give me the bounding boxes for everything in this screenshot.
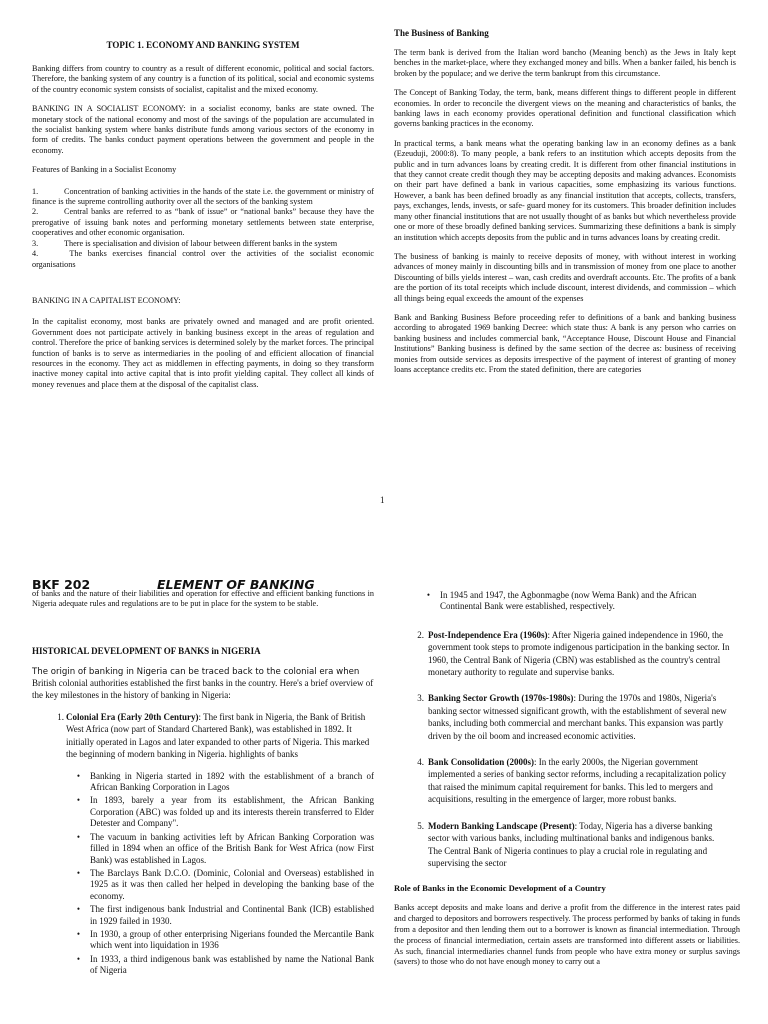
practical-paragraph: In practical terms, a bank means what the operating banking law in an economy defines as a bank (Ezeuduji, 2000:8). To many people, a bank refers to an institution which accepts deposits from the public and in turn advances loans by creating credit. It is different from other financial institutions in that they cannot create credit though they may be accepting deposits and making advances. Economists on their part have defined a bank in various capacities, some emphasizing its various functions. However, a bank has been defined broadly as any financial institution that accepts, collects, transfers, pays, exchanges, lends, invests, or safe- guard money for its customers. This broader definition includes many other financial institutions that are not usually thought of as banks but which nevertheless provide one or more of these broadly defined banking services. Summarizing these definitions a bank is simply an institution which accepts deposits from the public and in turns advances loans by creating credit. (394, 138, 736, 242)
list-item: • The vacuum in banking activities left by African Banking Corporation was filled in 1894 when an office of the British Bank for West Africa (now First Bank) was established in Lagos. (76, 831, 374, 865)
history-bullets (32, 771, 374, 977)
feature-item: 3. There is specialisation and division of labour between different banks in the system (32, 238, 338, 248)
era-item-3: 3. Banking Sector Growth (1970s-1980s): During the 1970s and 1980s, Nigeria's banking sector witnessed significant growth, with the establishment of several new banks, including both commercial and merchant banks. This expansion was partly driven by the oil boom and increased economic activities. (417, 693, 727, 741)
list-item: • In 1945 and 1947, the Agbonmagbe (now Wema Bank) and the African Continental Bank were established, respectively. (426, 590, 697, 612)
features-list (32, 187, 374, 270)
era-item-1: 1. Colonial Era (Early 20th Century): The first bank in Nigeria, the Bank of British West Africa (now part of Standard Chartered Bank), was established in 1892. It initially operated in Lagos and later expanded to other parts of Nigeria. This marked the beginning of modern banking in Nigeria. highlights of banks (57, 712, 370, 760)
course-title: ELEMENT OF BANKING (157, 577, 315, 592)
list-item: • In 1893, barely a year from its establishment, the African Banking Corporation (ABC) was folded up and its interests therein transferred to Elder Detester and Company". (76, 795, 374, 829)
history-intro: The origin of banking in Nigeria can be traced back to the colonial era when British colonial authorities established the first banks in the country. Here's a brief overview of the key milestones in the history of banking in Nigeria: (32, 666, 374, 700)
topic-title: TOPIC 1. ECONOMY AND BANKING SYSTEM (106, 40, 300, 50)
continuation-text: of banks and the nature of their liabilities and operation for effective and efficient banking functions in Nigeria adequate rules and regulations are to be put in place for the system to be stable. (32, 589, 374, 609)
list-item: • In 1930, a group of other enterprising Nigerians founded the Mercantile Bank which went into liquidation in 1936 (76, 928, 374, 951)
feature-item: 4. The banks exercises financial control over the activities of the socialist economic organisations (32, 249, 374, 269)
bank-origin-paragraph: The term bank is derived from the Italian word bancho (Meaning bench) as the Jews in Italy kept benches in the market-place, where they exchanged money and bills. When a banker failed, his bench is broken by the populace; and we derive the term bankrupt from this circumstance. (394, 48, 736, 78)
era-item-4: 4. Bank Consolidation (2000s): In the early 2000s, the Nigerian government implemented a series of banking sector reforms, including a recapitalization policy that raised the minimum capital requirement for banks. This led to mergers and acquisitions, resulting in the emergence of larger, more robust banks. (417, 757, 727, 805)
course-code: BKF 202 (32, 577, 91, 592)
feature-item: 2. Central banks are referred to as “bank of issue” or “national banks” because they have the prerogative of issuing bank notes and performing monetary settlements between state enterprise, cooperatives and other economic organisation. (32, 207, 374, 238)
intro-paragraph: Banking differs from country to country as a result of different economic, political and social factors. Therefore, the banking system of any country is a function of its political, social and economic systems of the country economic system consists of socialist, capitalist and the mixed economy. (32, 64, 374, 94)
era-item-5: 5. Modern Banking Landscape (Present): Today, Nigeria has a diverse banking sector with various banks, including multinational banks and indigenous banks. The Central Bank of Nigeria continues to play a crucial role in regulating and supervising the sector (417, 820, 715, 868)
features-heading: Features of Banking in a Socialist Economy (32, 165, 177, 175)
role-paragraph: Banks accept deposits and make loans and derive a profit from the difference in the interest rates paid and charged to depositors and borrowers respectively. The process performed by banks of taking in funds from a depositor and then lending them out to a borrower is known as financial intermediation. Through the process of financial intermediation, certain assets are transformed into different assets or liabilities. As such, financial intermediaries channel funds from people who have extra money or surplus savings (savers) to those who do not have enough money to carry out a (394, 903, 740, 967)
list-item: • The first indigenous bank Industrial and Continental Bank (ICB) established in 1929 failed in 1930. (76, 904, 374, 926)
page1-left-column (32, 28, 374, 399)
list-item: • In 1933, a third indigenous bank was established by name the National Bank of Nigeria (76, 953, 374, 976)
page1-right-column (394, 28, 736, 384)
capitalist-paragraph: In the capitalist economy, most banks are privately owned and managed and are profit oriented. Government does not participate actively in banking business except in the areas of regulation and control. Therefore the price of banking services is determined solely by the market forces. The principal function of banks is to serve as intermediaries in the pooling of and efficient allocation of financial resources in the economy. They act as middlemen in effecting payments, in doing so they transform inactive money capital into active capital that is into profit yielding capital. They collect all kinds of money revenues and place them at the disposal of the capitalist class. (32, 317, 374, 389)
decree-paragraph: Bank and Banking Business Before proceeding refer to definitions of a bank and banking business according to abrogated 1969 banking Decree: which state thus: A bank is any person who carries on banking business and includes commercial bank, “Acceptance House, Discount House and Financial Institutions” Banking business is defined by the same section of the decree as: business of receiving monies from outside services as deposits irrespective of the payment of interest of granting of money loans acceptance credits etc. From the stated definition, there are categories (394, 312, 736, 374)
page-number: 1 (380, 495, 385, 505)
history-bullets-continued (394, 590, 740, 613)
business-heading: The Business of Banking (394, 28, 489, 38)
history-heading: HISTORICAL DEVELOPMENT OF BANKS in NIGERIA (32, 645, 261, 656)
era-item-2: 2. Post-Independence Era (1960s): After Nigeria gained independence in 1960, the government took steps to promote indigenous participation in the banking sector. In 1960, the Central Bank of Nigeria (CBN) was established as the country's central monetary authority to regulate and supervise banks. (417, 629, 730, 678)
list-item: • Banking in Nigeria started in 1892 with the establishment of a branch of African Banking Corporation in Lagos (76, 770, 374, 793)
concept-paragraph: The Concept of Banking Today, the term, bank, means different things to different people in different economies. In order to reconcile the divergent views on the meaning and characteristics of banks, the banking laws in each economy provides operational definition and functional classification which governs banking practices in the economy. (394, 88, 736, 129)
feature-item: 1. Concentration of banking activities in the hands of the state i.e. the government or ministry of finance is the supreme controlling authority over all the sectors of the banking system (32, 186, 374, 207)
role-heading: Role of Banks in the Economic Development of a Country (394, 883, 606, 894)
capitalist-heading: BANKING IN A CAPITALIST ECONOMY: (32, 295, 181, 305)
list-item: • The Barclays Bank D.C.O. (Dominic, Colonial and Overseas) established in 1925 as it was then called her helped in developing the banking base of the economy. (76, 867, 374, 901)
socialist-paragraph: BANKING IN A SOCIALIST ECONOMY: in a socialist economy, banks are state owned. The monetary stock of the national economy and most of the savings of the population are accumulated in the socialist banking system where banks distribute funds among various sectors of the economy in form of credits. The banks conduct payment operations between the government and people in the economy. (32, 104, 374, 155)
business-paragraph: The business of banking is mainly to receive deposits of money, with without interest in working advances of money mainly in discounting bills and in transmission of money from one place to another Discounting of bills yields interest – wan, cash credits and overdraft accounts. Etc. The profits of a bank are the portion of its total receipts which include discount, interest dividends, and commission – which all things being equal exceeds the amount of the expenses (394, 251, 736, 303)
page2-left-column (32, 589, 374, 979)
page2-right-column (394, 590, 740, 968)
